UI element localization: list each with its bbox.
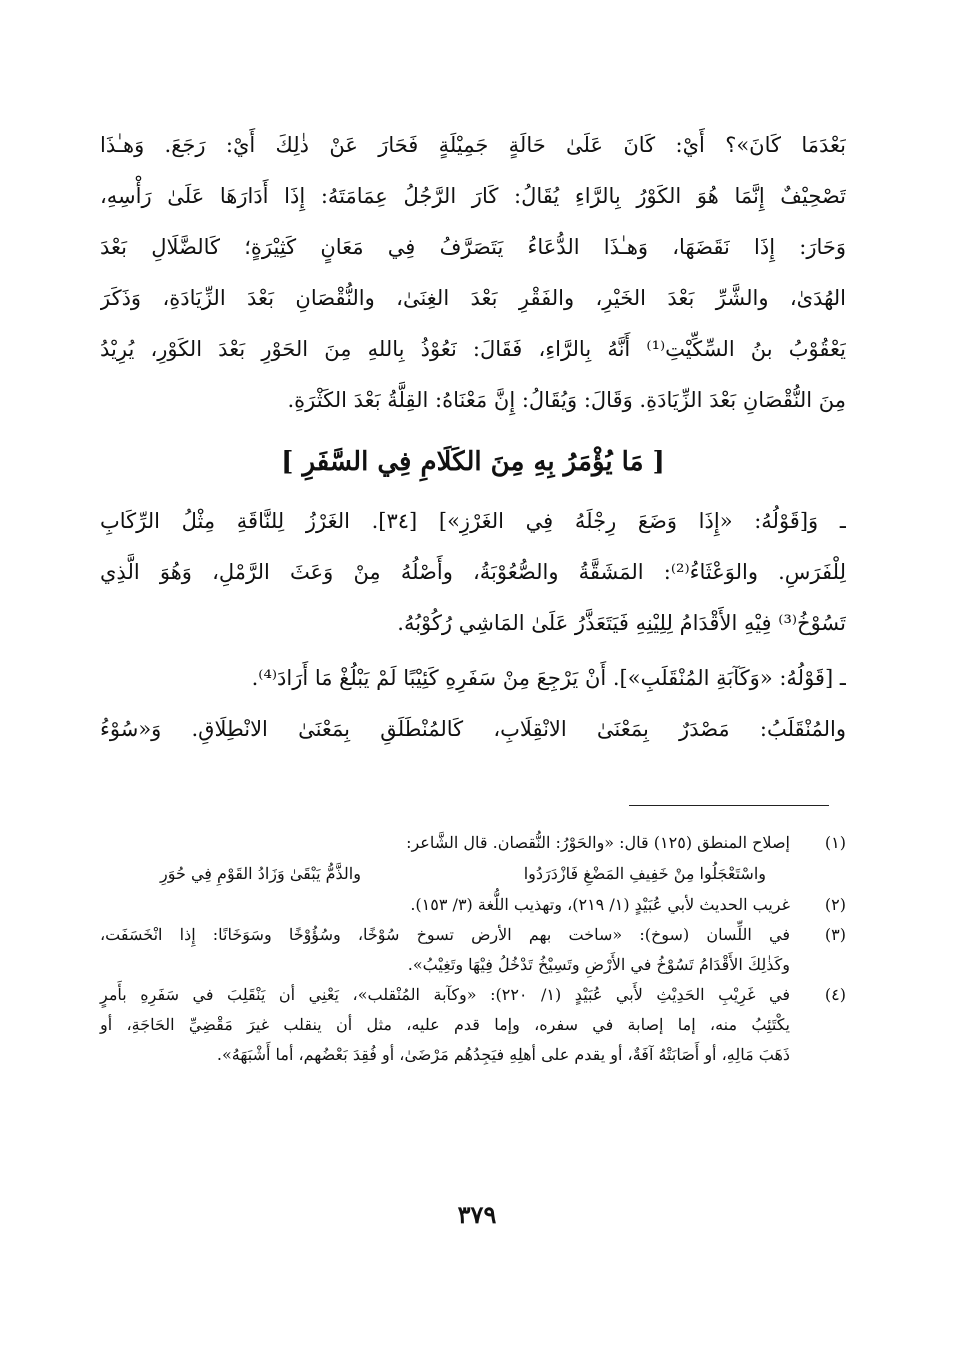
footnote-line: وكَذٰلِكَ الأَقْدَامُ تَسُوْخُ في الأَرْضِ وتَسِيْخُ تَدْخُلُ فِيْهَا وتَغِيْبُ».: [407, 955, 790, 974]
footnote-4: [100, 980, 846, 1070]
paragraph-2: [100, 496, 846, 649]
poetry-verse: [100, 858, 846, 890]
section-heading: [ مَا يُؤْمَرُ بِهِ مِنَ الكَلَامِ فِي السَّفَرِ ]: [281, 447, 665, 477]
verse-hemistich-2: والذَّمُّ يَبْقَىٰ وَزَادُ القَوْمِ فِي حُوَرِ: [160, 864, 361, 883]
text-line: ـ [قَوْلُهُ: «وَكَآبَةِ المُنْقَلَبِ»]. أَنْ يَرْجِعَ مِنْ سَفَرِهِ كَئِيْبًا لَمْ يَبْلُغْ مَا أَرَادَ⁽⁴⁾.: [251, 666, 846, 690]
text-line: لِلْفَرَسِ. والوَعْثَاءُ⁽²⁾: المَشَقَّةُ والصُّعُوْبَةُ، وأَصْلُهُ مِنْ وَعَثَ الرَّمْلِ، وَهُوَ الَّذِي: [100, 560, 846, 584]
verse-hemistich-1: واسْتَعْجَلُوا مِنْ خَفِيفِ المَضْغِ فَازْدَرَدُوا: [523, 864, 766, 883]
text-line: ـ وَ[قَوْلُهُ: «إِذَا وَضَعَ رِجْلَهُ فِي الغَرْزِ»] [٣٤]. الغَرْزُ لِلنَّاقَةِ مِثْلُ الرِّكَابِ: [100, 509, 846, 533]
text-line: مِنَ النُّقْصَانِ بَعْدَ الزِّيَادَةِ. وَقَالَ: وَيُقَالُ: إِنَّ مَعْنَاهُ: القِلَّةُ بَعْدَ الكَثْرَةِ.: [287, 388, 846, 412]
text-line: الهُدَىٰ، والشَّرِّ بَعْدَ الخَيْرِ، والفَقْرِ بَعْدَ الغِنَىٰ، والنُّقْصَانِ بَعْدَ الزِّيَادَةِ، وَذَكَرَ: [100, 286, 846, 310]
footnote-divider: [629, 805, 829, 806]
footnote-body: [100, 920, 790, 980]
footnote-line: ذَهَبَ مَالِهِ، أو أَصَابَتْهُ آفَةٌ، أو يقدم على أهلِهِ فيَجِدُهُم مَرْضَىٰ، أو فُقِدَ بَعْضُهم، أما أَشْبَهَهُ».: [216, 1045, 790, 1064]
footnote-body: [100, 828, 790, 858]
footnote-line: في اللِّسان (سوخ): «ساخت بهم الأرض تسوخ سُوْخًا، وسُؤُوْخًا وسَوَخَانًا: إِذا انْخَسَفَت،: [100, 925, 790, 944]
footnote-number: (٣): [824, 925, 846, 944]
text-line: بَعْدَمَا كَانَ»؟ أَيْ: كَانَ عَلَىٰ حَالَةٍ جَمِيْلَةٍ فَحَارَ عَنْ ذٰلِكَ أَيْ: رَجَعَ. وَهـٰذَا: [100, 133, 846, 157]
text-line: تَسُوْخُ⁽³⁾ فِيْهِ الأَقْدَامُ لِلِيْنِهِ فَيَتَعَذَّرُ عَلَىٰ المَاشِي رُكُوْبُهُ.: [397, 611, 846, 635]
footnote-number: (٢): [824, 895, 846, 914]
footnote-1: [100, 828, 846, 858]
footnote-number: (١): [824, 833, 846, 852]
paragraph-3: [100, 653, 846, 755]
footnote-2: [100, 890, 846, 920]
text-line: وَحَارَ: إِذَا نَقَضَهَا، وَهـٰذَا الدُّعَاءُ يَتَصَرَّفُ فِي مَعَانٍ كَثِيْرَةٍ؛ كَالضَّلَالِ بَعْدَ: [100, 235, 846, 259]
footnote-number: (٤): [824, 985, 846, 1004]
page-number: ٣٧٩: [457, 1200, 497, 1229]
footnote-line: في غَرِيْبِ الحَدِيْثِ لأَبي عُبَيْدٍ (١/ ٢٢٠): «وكآبة المُنْقلب»، يَعْنِي أن يَنْقَلِبَ في سَفَرِهِ بأَمرٍ: [100, 985, 790, 1004]
footnote-line: يكْتَئِبُ منه، إما إصابة في سفره، وإما قدم عليه، مثل أن ينقلب غيرَ مَقْضِيِّ الحَاجَةِ، أو: [100, 1015, 790, 1034]
text-line: والمُنْقَلَبُ: مَصْدَرٌ بِمَعْنَىٰ الانْقِلَابِ، كَالمُنْطَلَقِ بِمَعْنَىٰ الانْطِلَاقِ. وَ«سُوْءُ: [100, 717, 846, 741]
paragraph-1: [100, 120, 846, 426]
footnote-line: غريب الحديث لأبي عُبَيْدٍ (١/ ٢١٩)، وتهذيب اللُّغة (٣/ ١٥٣).: [410, 895, 790, 914]
footnote-3: [100, 920, 846, 980]
text-line: تَصْحِيْفٌ إِنَّمَا هُوَ الكَوْرُ بِالرَّاءِ يُقَالُ: كَارَ الرَّجُلُ عِمَامَتَهُ: إِذَا أَدَارَهَا عَلَىٰ رَأْسِهِ،: [100, 184, 846, 208]
main-text: [100, 120, 846, 755]
text-line: يَعْقُوْبُ بنُ السِّكِّيْتِ⁽¹⁾ أَنَّهُ بِالرَّاءِ، فَقَالَ: نَعُوْذُ بِاللهِ مِنَ الحَوْرِ بَعْدَ الكَوْرِ، يُرِيْدُ: [100, 337, 846, 361]
footnotes: [100, 828, 846, 1070]
footnote-line: إصلاح المنطق (١٢٥) قال: «والحَوْرُ: النُّقصان. قال الشَّاعر:: [406, 833, 790, 852]
footnote-body: [100, 890, 790, 920]
footnote-body: [100, 980, 790, 1070]
